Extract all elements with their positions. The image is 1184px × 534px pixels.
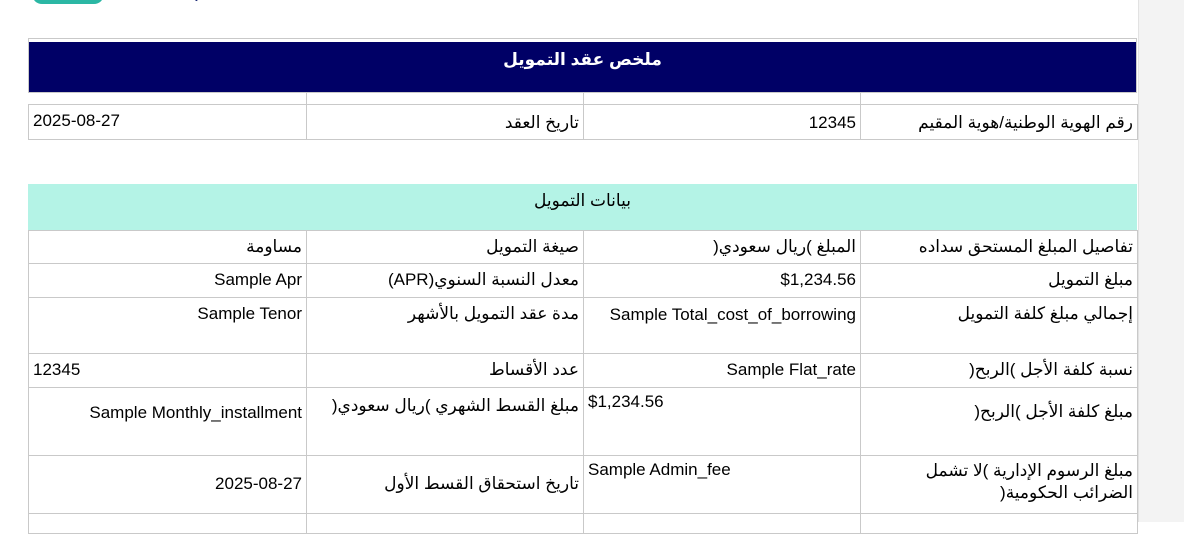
table-row bbox=[29, 298, 1138, 354]
table-cell: مدة عقد التمويل بالأشهر bbox=[307, 298, 584, 354]
table-cell: معدل النسبة السنوي(APR) bbox=[307, 264, 584, 298]
table-cell: صيغة التمويل bbox=[307, 231, 584, 264]
table-cell: إجمالي مبلغ كلفة التمويل bbox=[861, 298, 1138, 354]
table-cell: $1,234.56 bbox=[584, 264, 861, 298]
scrollbar-gutter[interactable] bbox=[1138, 0, 1184, 522]
financing-data-title: بيانات التمويل bbox=[28, 184, 1137, 230]
table-cell: مساومة bbox=[29, 231, 307, 264]
national-id-label: رقم الهوية الوطنية/هوية المقيم bbox=[861, 105, 1138, 140]
table-cell: Sample Monthly_installment bbox=[29, 388, 307, 456]
table-cell: نسبة كلفة الأجل )الربح( bbox=[861, 354, 1138, 388]
table-row bbox=[29, 105, 1138, 140]
table-cell: Sample Apr bbox=[29, 264, 307, 298]
table-cell bbox=[861, 514, 1138, 534]
table-cell bbox=[29, 514, 307, 534]
table-cell: تفاصيل المبلغ المستحق سداده bbox=[861, 231, 1138, 264]
table-row bbox=[29, 264, 1138, 298]
financing-data-table bbox=[28, 230, 1138, 534]
table-row bbox=[29, 514, 1138, 534]
table-cell: مبلغ الرسوم الإدارية )لا تشمل الضرائب الحكومية( bbox=[861, 456, 1138, 514]
table-cell: Sample Tenor bbox=[29, 298, 307, 354]
clipped-row-separators bbox=[28, 92, 1137, 104]
contract-date-label: تاريخ العقد bbox=[307, 105, 584, 140]
table-cell: Sample Admin_fee bbox=[584, 456, 861, 514]
table-cell: 2025-08-27 bbox=[29, 456, 307, 514]
table-row bbox=[29, 388, 1138, 456]
table-cell: 12345 bbox=[29, 354, 307, 388]
contract-date-value: 2025-08-27 bbox=[29, 105, 307, 140]
table-cell: تاريخ استحقاق القسط الأول bbox=[307, 456, 584, 514]
table-cell bbox=[307, 514, 584, 534]
table-cell: Sample Total_cost_of_borrowing bbox=[584, 298, 861, 354]
table-cell: مبلغ كلفة الأجل )الربح( bbox=[861, 388, 1138, 456]
table-cell: $1,234.56 bbox=[584, 388, 861, 456]
contract-summary-table bbox=[28, 104, 1138, 140]
table-row bbox=[29, 456, 1138, 514]
table-cell: Sample Flat_rate bbox=[584, 354, 861, 388]
table-row bbox=[29, 231, 1138, 264]
table-cell bbox=[584, 514, 861, 534]
table-row bbox=[29, 354, 1138, 388]
table-cell: مبلغ القسط الشهري )ريال سعودي( bbox=[307, 388, 584, 456]
contract-summary-title: ملخص عقد التمويل bbox=[29, 42, 1136, 92]
table-cell: المبلغ )ريال سعودي( bbox=[584, 231, 861, 264]
table-cell: مبلغ التمويل bbox=[861, 264, 1138, 298]
brand-logo bbox=[32, 0, 104, 4]
national-id-value: 12345 bbox=[584, 105, 861, 140]
table-cell: عدد الأقساط bbox=[307, 354, 584, 388]
logo-mark bbox=[195, 0, 205, 3]
